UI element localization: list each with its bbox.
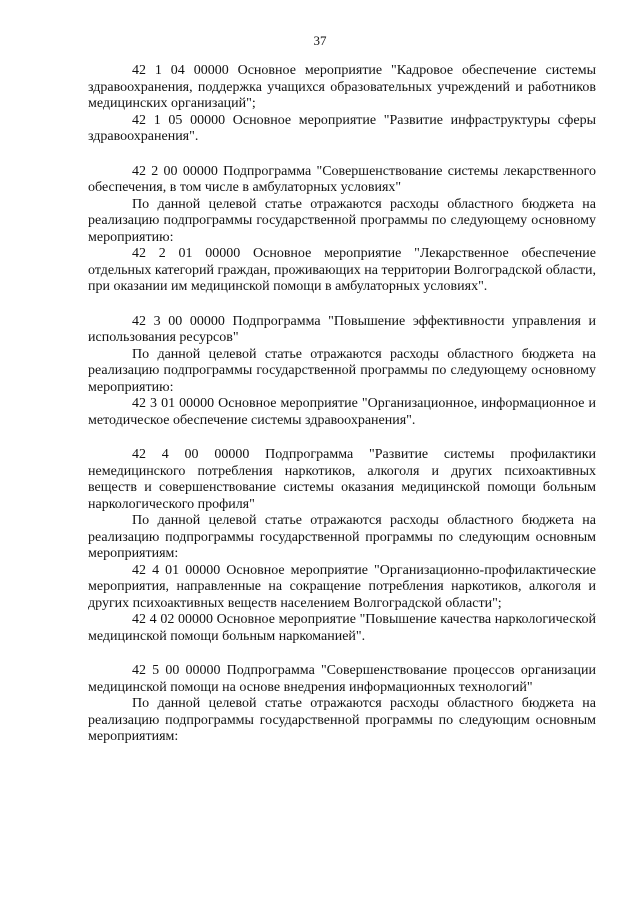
paragraph-target-article-note: По данной целевой статье отражаются расходы областного бюджета на реализацию подпрограммы государственной программы по следующему основному мероприятию:	[88, 196, 596, 245]
paragraph-42-3-01: 42 3 01 00000 Основное мероприятие "Организационное, информационное и методическое обеспечение системы здравоохранения".	[88, 396, 596, 428]
paragraph-42-2-01: 42 2 01 00000 Основное мероприятие "Лекарственное обеспечение отдельных категорий граждан, проживающих на территории Волгоградской области, при оказании им медицинской помощи в амбулаторных условиях".	[88, 246, 596, 294]
paragraph-target-article-note: По данной целевой статье отражаются расходы областного бюджета на реализацию подпрограммы государственной программы по следующему основному мероприятию:	[88, 346, 596, 395]
paragraph-subprogram-42-5: 42 5 00 00000 Подпрограмма "Совершенствование процессов организации медицинской помощи на основе внедрения информационных технологий"	[88, 663, 596, 695]
paragraph-42-4-01: 42 4 01 00000 Основное мероприятие "Организационно-профилактические мероприятия, направленные на сокращение потребления наркотиков, алкоголя и других психоактивных веществ населением Волгоградской области";	[88, 562, 596, 611]
paragraph-subprogram-42-2: 42 2 00 00000 Подпрограмма "Совершенствование системы лекарственного обеспечения, в том числе в амбулаторных условиях"	[88, 163, 596, 195]
page-number: 37	[313, 33, 327, 48]
paragraph-42-1-05: 42 1 05 00000 Основное мероприятие "Развитие инфраструктуры сферы здравоохранения".	[88, 112, 596, 144]
paragraph-42-4-02: 42 4 02 00000 Основное мероприятие "Повышение качества наркологической медицинской помощи больным наркоманией".	[88, 612, 596, 644]
paragraph-target-article-note: По данной целевой статье отражаются расходы областного бюджета на реализацию подпрограммы государственной программы по следующим основным мероприятиям:	[88, 696, 596, 744]
paragraph-target-article-note: По данной целевой статье отражаются расходы областного бюджета на реализацию подпрограммы государственной программы по следующим основным мероприятиям:	[88, 513, 596, 561]
paragraph-42-1-04: 42 1 04 00000 Основное мероприятие "Кадровое обеспечение системы здравоохранения, поддержка учащихся образовательных учреждений и работников медицинских организаций";	[88, 63, 596, 111]
paragraph-subprogram-42-3: 42 3 00 00000 Подпрограмма "Повышение эффективности управления и использования ресурсов"	[88, 313, 596, 345]
document-body	[88, 63, 596, 746]
paragraph-subprogram-42-4: 42 4 00 00000 Подпрограмма "Развитие системы профилактики немедицинского потребления наркотиков, алкоголя и других психоактивных веществ и совершенствование системы оказания медицинской помощи больным наркологического профиля"	[88, 447, 596, 512]
